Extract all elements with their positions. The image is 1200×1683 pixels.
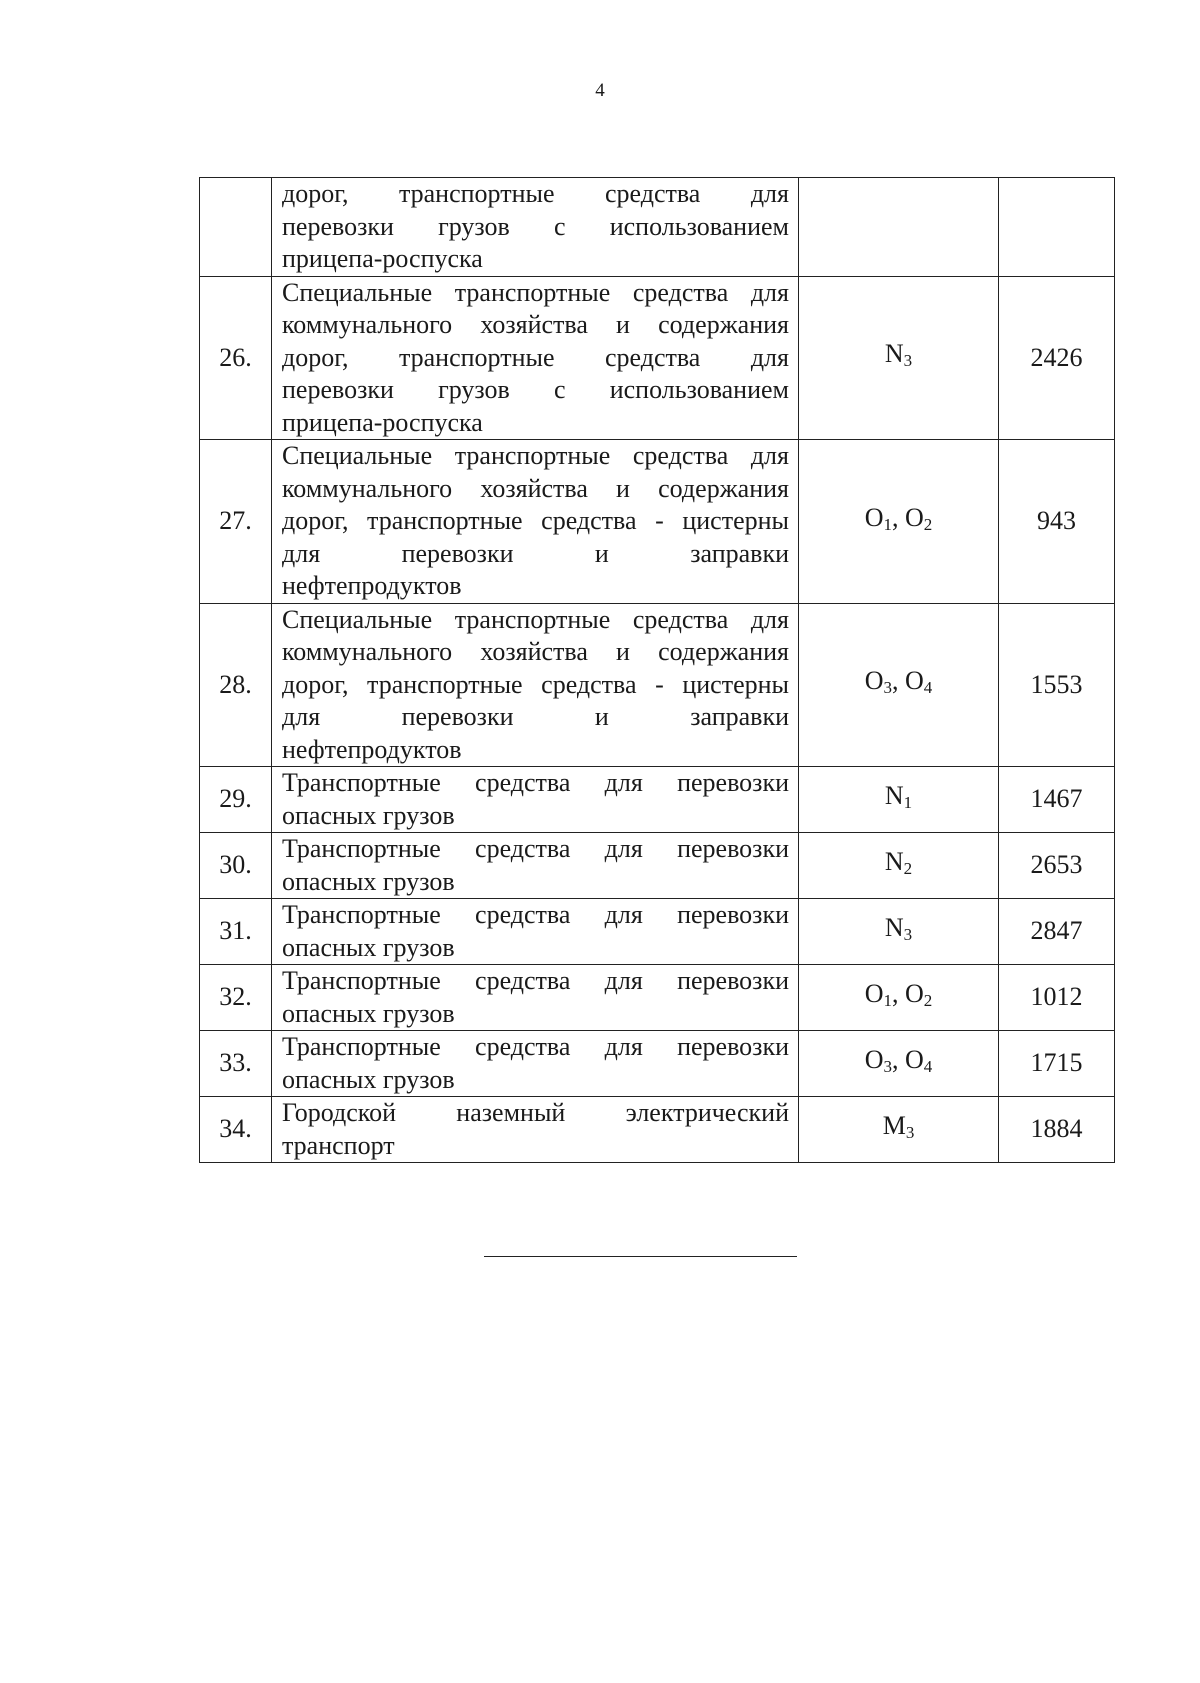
- description-line: опасных грузов: [282, 866, 455, 896]
- table-row: [200, 276, 1115, 440]
- category-letter: O: [905, 666, 924, 695]
- row-number: 31.: [200, 899, 272, 965]
- table-row: [200, 178, 1115, 277]
- value-cell: 1467: [999, 767, 1115, 833]
- description-line: коммунального хозяйства и содержания: [282, 473, 789, 503]
- value-cell: 1715: [999, 1031, 1115, 1097]
- description-line: коммунального хозяйства и содержания: [282, 637, 789, 666]
- row-number: 30.: [200, 833, 272, 899]
- table-row: [200, 440, 1115, 604]
- vehicle-category: $O_3$, $O_4$: [799, 603, 999, 767]
- description-line: опасных грузов: [282, 1064, 455, 1094]
- description-line: дорог, транспортные средства для: [282, 179, 789, 208]
- vehicle-description: [272, 1031, 799, 1097]
- category-letter: N: [884, 912, 904, 942]
- description-line: прицепа-роспуска: [282, 407, 483, 437]
- category-subscript: 3: [903, 924, 913, 944]
- description-line: для перевозки и заправки: [282, 702, 789, 731]
- vehicle-description: [272, 899, 799, 965]
- category-subscript: 3: [903, 351, 913, 370]
- vehicle-description: [272, 276, 799, 440]
- row-number: 27.: [200, 440, 272, 604]
- description-line: нефтепродуктов: [282, 571, 462, 600]
- description-line: дорог, транспортные средства - цистерны: [282, 669, 789, 699]
- category-letter: O: [864, 666, 884, 695]
- page-number: 4: [595, 80, 605, 101]
- category-letter: O: [905, 1044, 924, 1074]
- value-cell: 2426: [999, 276, 1115, 440]
- category-subscript: 2: [903, 858, 913, 878]
- table-row: [200, 603, 1115, 767]
- vehicle-description: [272, 833, 799, 899]
- category-subscript: 4: [923, 678, 933, 697]
- value-cell: 943: [999, 440, 1115, 604]
- category-letter: O: [905, 978, 924, 1008]
- vehicle-category: [799, 833, 999, 899]
- description-line: для перевозки и заправки: [282, 538, 789, 568]
- table-row: [200, 965, 1115, 1031]
- category-letter: M: [882, 1110, 906, 1140]
- category-letter: O: [905, 502, 924, 532]
- category-subscript: 2: [923, 514, 933, 534]
- category-subscript: 1: [883, 514, 892, 534]
- description-line: Транспортные средства для перевозки: [282, 900, 789, 929]
- vehicle-description: [272, 178, 799, 277]
- description-line: опасных грузов: [282, 932, 455, 962]
- description-line: коммунального хозяйства и содержания: [282, 310, 789, 339]
- category-letter: N: [884, 846, 904, 876]
- vehicle-description: [272, 440, 799, 604]
- category-subscript: 3: [883, 1056, 892, 1076]
- description-line: Специальные транспортные средства для: [282, 277, 789, 307]
- description-line: перевозки грузов с использованием: [282, 211, 789, 241]
- vehicle-description: [272, 965, 799, 1031]
- category-letter: O: [864, 978, 884, 1008]
- description-line: нефтепродуктов: [282, 734, 462, 764]
- vehicle-category: [799, 1097, 999, 1163]
- description-line: перевозки грузов с использованием: [282, 375, 789, 404]
- description-line: Транспортные средства для перевозки: [282, 834, 789, 863]
- category-letter: N: [884, 780, 904, 810]
- vehicle-category: $O_3$, $O_4$: [799, 1031, 999, 1097]
- vehicle-category-table: [199, 177, 1115, 1163]
- description-line: прицепа-роспуска: [282, 244, 483, 273]
- table-row: [200, 767, 1115, 833]
- description-line: Транспортные средства для перевозки: [282, 768, 789, 797]
- description-line: Транспортные средства для перевозки: [282, 1032, 789, 1061]
- description-line: дорог, транспортные средства для: [282, 342, 789, 372]
- category-letter: O: [864, 502, 884, 532]
- value-cell: [999, 178, 1115, 277]
- description-line: Городской наземный электрический: [282, 1098, 789, 1127]
- value-cell: 1553: [999, 603, 1115, 767]
- category-letter: N: [884, 339, 904, 368]
- category-letter: O: [864, 1044, 884, 1074]
- category-subscript: 2: [923, 990, 933, 1010]
- category-subscript: 1: [883, 990, 892, 1010]
- row-number: 34.: [200, 1097, 272, 1163]
- table-row: [200, 833, 1115, 899]
- row-number: 26.: [200, 276, 272, 440]
- category-subscript: 3: [883, 678, 892, 697]
- value-cell: 1012: [999, 965, 1115, 1031]
- description-line: дорог, транспортные средства - цистерны: [282, 506, 789, 535]
- description-line: опасных грузов: [282, 998, 455, 1028]
- vehicle-description: [272, 1097, 799, 1163]
- category-subscript: 1: [903, 792, 913, 812]
- table-row: [200, 1097, 1115, 1163]
- row-number: [200, 178, 272, 277]
- table-row: [200, 899, 1115, 965]
- value-cell: 2847: [999, 899, 1115, 965]
- description-line: транспорт: [282, 1130, 395, 1160]
- vehicle-category: [799, 767, 999, 833]
- end-of-document-rule: [484, 1256, 797, 1257]
- vehicle-category: $O_1$, $O_2$: [799, 965, 999, 1031]
- vehicle-description: [272, 767, 799, 833]
- vehicle-category: [799, 178, 999, 277]
- row-number: 29.: [200, 767, 272, 833]
- vehicle-category: [799, 899, 999, 965]
- description-line: Специальные транспортные средства для: [282, 604, 789, 634]
- description-line: Транспортные средства для перевозки: [282, 966, 789, 995]
- table-row: [200, 1031, 1115, 1097]
- vehicle-category: [799, 276, 999, 440]
- vehicle-description: [272, 603, 799, 767]
- value-cell: 2653: [999, 833, 1115, 899]
- description-line: Специальные транспортные средства для: [282, 441, 789, 470]
- row-number: 32.: [200, 965, 272, 1031]
- value-cell: 1884: [999, 1097, 1115, 1163]
- category-subscript: 4: [923, 1056, 933, 1076]
- vehicle-category: $O_1$, $O_2$: [799, 440, 999, 604]
- description-line: опасных грузов: [282, 800, 455, 830]
- row-number: 33.: [200, 1031, 272, 1097]
- row-number: 28.: [200, 603, 272, 767]
- category-subscript: 3: [905, 1122, 915, 1142]
